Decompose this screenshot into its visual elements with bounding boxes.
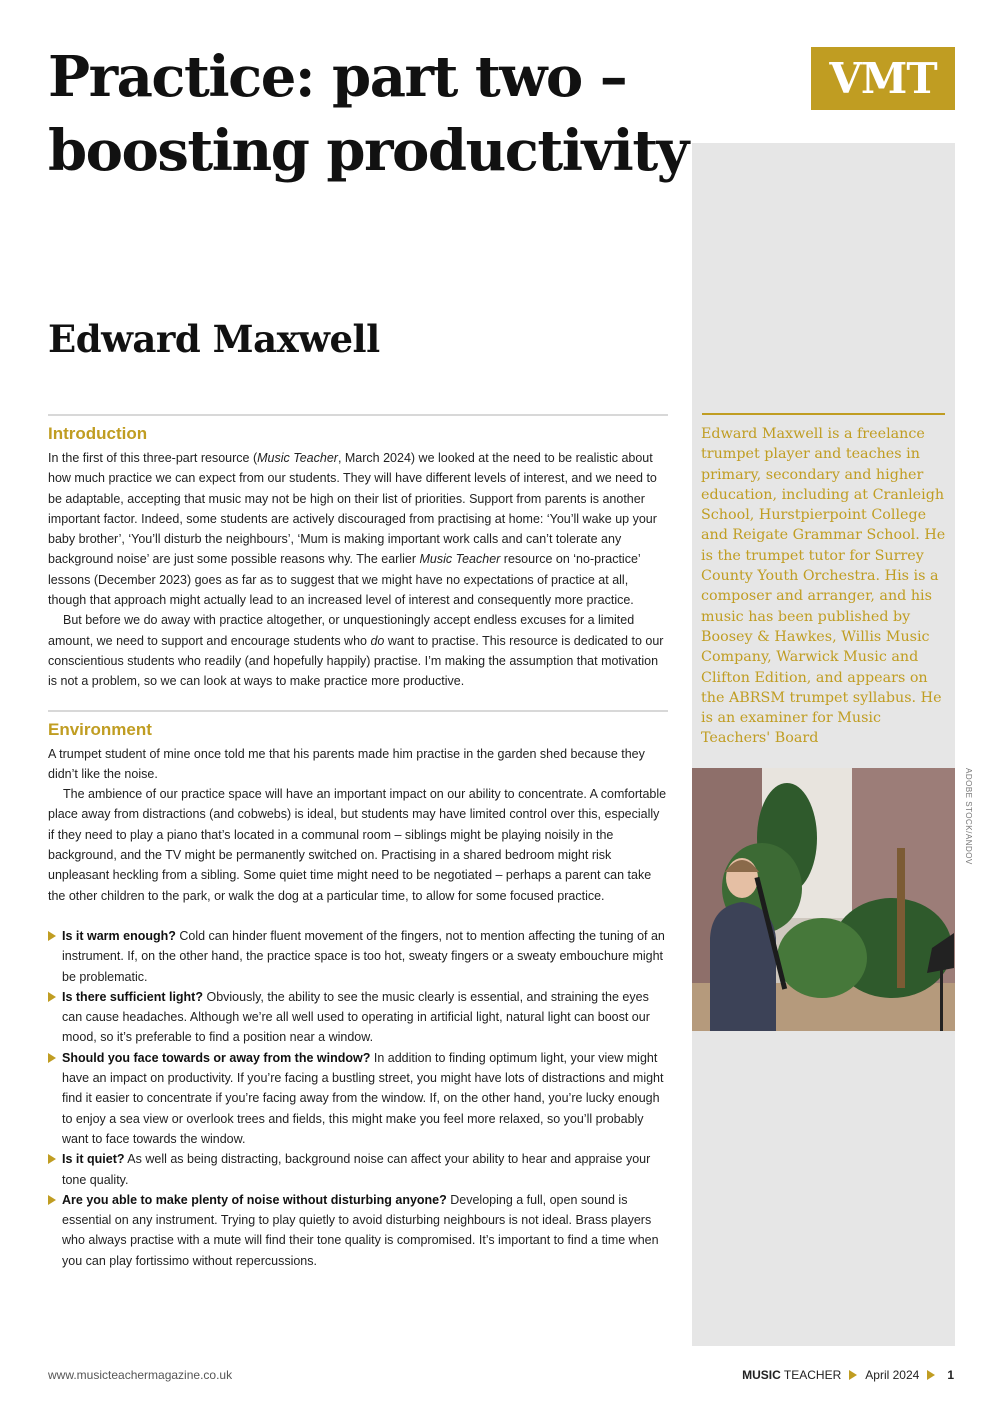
- introduction-paragraph-1: In the first of this three-part resource (Music Teacher, March 2024) we looked at the need to be realistic about how much practice we can expect from our students. They will have different levels of interest, and we need to be adaptable, accepting that music may not be high on their list of priorities. Support from parents is another important factor. Indeed, some students are actively discouraged from practising at home: ‘You’ll wake up your baby brother’, ‘You’ll disturb the neighbours’, ‘Mum is making important work calls and can’t tolerate any background noise’ are just some possible reasons why. The earlier Music Teacher resource on ‘no-practice’ lessons (December 2023) goes as far as to suggest that we might have no expectations of practice at all, though that approach might actually lead to an increased level of interest and consequently more practice.: [48, 451, 657, 608]
- introduction-heading: Introduction: [48, 424, 148, 443]
- environment-heading: Environment: [48, 719, 152, 739]
- article-title: Practice: part two – boosting productivity: [48, 44, 688, 184]
- footer-masthead: [742, 1368, 954, 1382]
- environment-checklist: [48, 926, 668, 1271]
- article-body: [48, 414, 668, 1271]
- arrow-bullet-icon: [48, 1154, 56, 1164]
- arrow-bullet-icon: [48, 931, 56, 941]
- author-name: Edward Maxwell: [48, 317, 380, 361]
- arrow-bullet-icon: [48, 1053, 56, 1063]
- photo-credit: ADOBE STOCK/ANDOV: [964, 768, 973, 865]
- page-number: 1: [947, 1368, 954, 1382]
- footer-website-link[interactable]: www.musicteachermagazine.co.uk: [48, 1368, 233, 1382]
- introduction-paragraph-2: But before we do away with practice altogether, or unquestioningly accept endless excuses for a limited amount, we need to support and encourage students who do want to practise. This resource is dedicated to our conscientious students who readily (and hopefully happily) practise. I’m making the assumption that motivation is not a problem, so we can look at ways to make practice more productive.: [48, 613, 664, 689]
- footer-brand: MUSIC TEACHER: [742, 1368, 842, 1382]
- list-item: Should you face towards or away from the window? In addition to finding optimum light, your view might have an impact on productivity. If you’re facing a bustling street, you might have lots of distractions and might find it easier to concentrate if you’re facing away from the window. If, on the other hand, you’re lucky enough to enjoy a sea view or overlook trees and fields, this might make you feel more relaxed, so you’ll probably want to face towards the window.: [48, 1048, 668, 1149]
- author-bio: Edward Maxwell is a freelance trumpet player and teaches in primary, secondary and higher education, including at Cranleigh School, Hurstpierpoint College and Reigate Grammar School. He is the trumpet tutor for Surrey County Youth Orchestra. His is a composer and arranger, and his music has been published by Boosey & Hawkes, Willis Music Company, Warwick Music and Clifton Edition, and appears on the ABRSM trumpet syllabus. He is an examiner for Music Teachers' Board: [701, 426, 946, 747]
- list-item: Is there sufficient light? Obviously, the ability to see the music clearly is essential, and straining the eyes can cause headaches. Although we’re all well used to operating in artificial light, natural light can boost our mood, so it’s preferable to find a position near a window.: [48, 987, 668, 1048]
- vmt-logo: VMT: [811, 47, 955, 110]
- list-item: Are you able to make plenty of noise without disturbing anyone? Developing a full, open sound is essential on any instrument. Trying to play quietly to avoid disturbing neighbours is not ideal. Brass players who always practise with a mute will find their tone quality is compromised. It’s important to find a time when you can play fortissimo without repercussions.: [48, 1190, 668, 1271]
- triangle-separator-icon: [927, 1370, 935, 1380]
- clarinet-student-photo: [692, 768, 955, 1031]
- bio-divider: [702, 413, 945, 415]
- arrow-bullet-icon: [48, 1195, 56, 1205]
- section-divider: [48, 710, 668, 712]
- arrow-bullet-icon: [48, 992, 56, 1002]
- section-divider: [48, 414, 668, 416]
- environment-paragraph-1: A trumpet student of mine once told me that his parents made him practise in the garden shed because they didn’t like the noise.: [48, 746, 645, 781]
- footer-issue-date: April 2024: [865, 1368, 920, 1382]
- list-item: Is it quiet? As well as being distracting, background noise can affect your ability to hear and appraise your tone quality.: [48, 1149, 668, 1190]
- triangle-separator-icon: [849, 1370, 857, 1380]
- environment-paragraph-2: The ambience of our practice space will have an important impact on our ability to concentrate. A comfortable place away from distractions (and cobwebs) is ideal, but students may have limited control over this, especially if they need to play a piano that’s located in a communal room – siblings might be playing noisily in the background, and the TV might be permanently switched on. Practising in a shared bedroom might risk unpleasant heckling from a sibling. Some quiet time might need to be negotiated – perhaps a parent can take the other children to the park, or walk the dog at a particular time, to allow for some focused practice.: [48, 787, 667, 903]
- list-item: Is it warm enough? Cold can hinder fluent movement of the fingers, not to mention affecting the tuning of an instrument. If, on the other hand, the practice space is too hot, sweaty fingers or a sweaty embouchure might be problematic.: [48, 926, 668, 987]
